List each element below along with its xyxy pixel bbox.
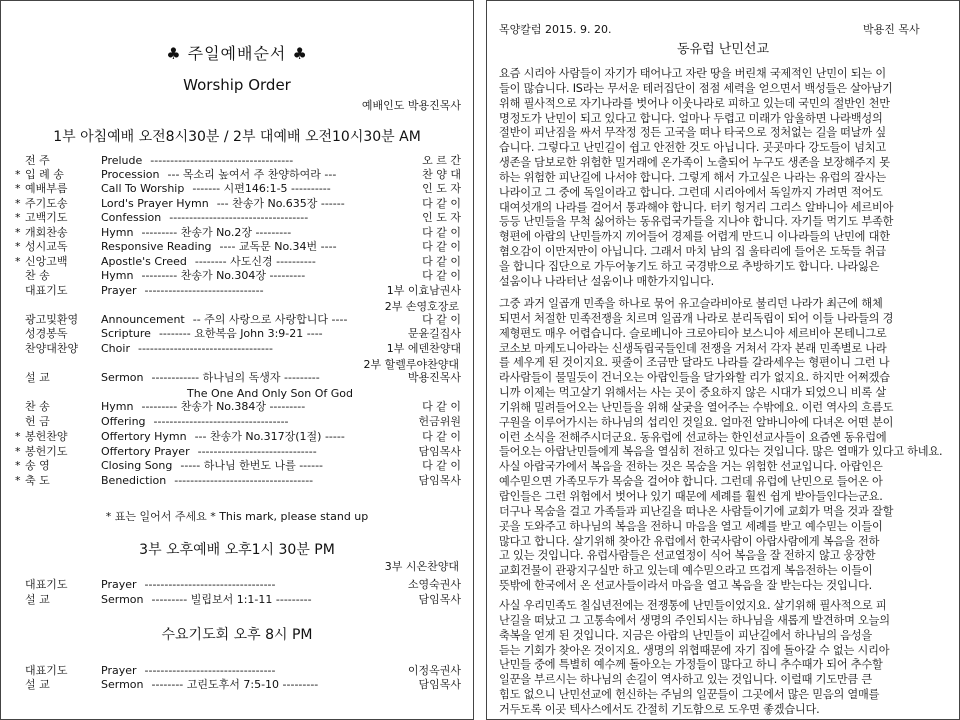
- order-row: [1, 269, 474, 283]
- order-korean-label: 성시교독: [25, 240, 68, 253]
- column-paragraph: [499, 67, 947, 290]
- order-leader: 다 같 이: [422, 459, 461, 472]
- order-korean-label: 대표기도: [25, 578, 68, 591]
- order-korean-label: 전 주: [25, 154, 50, 167]
- order-detail: ---------------------------------: [144, 664, 276, 677]
- order-row: [1, 197, 474, 211]
- paragraph-line: 난길을 떠났고 그 고통속에서 생명의 주인되시는 하나님을 새롭게 발견하며 오늘의: [499, 613, 890, 627]
- page-gutter: [474, 0, 486, 720]
- order-korean-label: 대표기도: [25, 284, 68, 297]
- order-detail: --- 찬송가 No.635장 ------: [216, 197, 345, 210]
- order-detail: --------- 찬송가 No.2장 ---------: [141, 226, 292, 239]
- order-detail: --------- 빌립보서 1:1-11 ---------: [151, 593, 312, 606]
- order-row: [1, 211, 474, 225]
- paragraph-line: 거두도록 이곳 텍사스에서도 간절히 기도함으로 도우면 좋겠습니다.: [499, 702, 820, 716]
- order-detail: --------- 찬송가 No.384장 ---------: [141, 400, 306, 413]
- choir-2nd-service: 2부 할렐루야찬양대: [363, 358, 459, 371]
- order-english-label: Sermon: [101, 593, 144, 606]
- order-row: [1, 445, 474, 459]
- order-detail: -------- 사도신경 ----------: [194, 255, 316, 268]
- order-leader: 헌금위원: [418, 415, 461, 428]
- order-korean-label: 개회찬송: [25, 226, 68, 239]
- paragraph-line: 랍인들은 그런 위험에서 벗어나 있기 때문에 세례를 훨씬 쉽게 받아들인다는군요.: [499, 489, 883, 503]
- order-row: [1, 226, 474, 240]
- order-detail: -- 주의 사랑으로 사랑합니다 ----: [192, 313, 348, 326]
- order-leader: 다 같 이: [422, 269, 461, 282]
- worship-order-page: [0, 0, 474, 720]
- paragraph-line: 구원을 이루어가시는 하나님의 섭리인 것일요. 얼마전 알바니아에 다녀온 어떤 분이: [499, 415, 894, 429]
- paragraph-line: 나라이고 그 중에 독일이라고 합니다. 그런데 시리아에서 독일까지 가려면 적어도: [499, 185, 883, 199]
- service3-title: 3부 오후예배 오후1시 30분 PM: [139, 542, 335, 558]
- order-detail: --- 목소리 높여서 주 찬양하여라 ---: [167, 168, 337, 181]
- paragraph-line: 교회건물이 관광지구실만 하고 있는데 예수믿으라고 뜨겁게 복음전하는 이들이: [499, 564, 873, 578]
- order-korean-label: 헌 금: [25, 415, 50, 428]
- paragraph-line: 사실 우리민족도 칠십년전에는 전쟁통에 난민들이었지요. 살기위해 필사적으로 피: [499, 599, 887, 612]
- order-detail: -------- 요한복음 John 3:9-21 ----: [158, 327, 323, 340]
- order-korean-label: 고백기도: [25, 211, 68, 224]
- paragraph-line: 형편에 아랍의 난민들까지 끼어들어 경제를 어렵게 만드니 이나라들의 난민에 대한: [499, 230, 890, 244]
- order-leader: 인 도 자: [422, 211, 461, 224]
- paragraph-line: 예수믿으면 가족모두가 목숨을 걸어야 합니다. 그런데 유럽에 난민으로 들어온 아: [499, 475, 883, 489]
- order-star: *: [15, 255, 21, 268]
- paragraph-line: 혐오감이 이만저만이 아닙니다. 그래서 마치 남의 집 울타리에 들어온 도둑들 취급: [499, 245, 886, 259]
- pastor-column-page: [486, 0, 960, 720]
- wednesday-row: [1, 664, 474, 678]
- order-english-label: Procession: [101, 168, 160, 181]
- order-korean-label: 설 교: [25, 593, 50, 606]
- order-detail: ------------------------------: [144, 284, 264, 297]
- prayer-2nd-service: 2부 손영호장로: [384, 300, 459, 313]
- order-korean-label: 봉헌찬양: [25, 430, 68, 443]
- order-detail: --------- 찬송가 No.304장 ---------: [141, 269, 306, 282]
- order-korean-label: 광고및환영: [25, 313, 79, 326]
- order-leader: 다 같 이: [422, 313, 461, 326]
- page-subtitle: Worship Order: [183, 76, 291, 94]
- order-korean-label: 예배부름: [25, 182, 68, 195]
- order-english-label: Offering: [101, 415, 146, 428]
- order-korean-label: 찬 송: [25, 269, 50, 282]
- paragraph-line: 위해 필사적으로 자기나라를 벗어나 이웃나라로 피하고 있는데 국민의 절반인 천만: [499, 96, 890, 110]
- paragraph-line: 곳을 도와주고 하나님의 복음을 전하니 마음을 열고 세례를 받고 예수믿는 이들이: [499, 519, 883, 533]
- column-paragraph: [499, 599, 947, 718]
- paragraph-line: 라사람들이 물밀듯이 건너오는 아랍인들을 달가와할 리가 없지요. 하지만 어쩌겠습: [499, 371, 890, 385]
- order-korean-label: 찬 송: [25, 400, 50, 413]
- order-leader: 담임목사: [418, 445, 461, 458]
- order-leader: 다 같 이: [422, 197, 461, 210]
- order-star: *: [15, 459, 21, 472]
- order-row: [1, 459, 474, 473]
- order-korean-label: 찬양대찬양: [25, 342, 79, 355]
- order-detail: ----------------------------------: [153, 415, 289, 428]
- order-english-label: Prayer: [101, 664, 137, 677]
- order-english-label: Benediction: [101, 474, 167, 487]
- order-english-label: Offertory Hymn: [101, 430, 187, 443]
- order-leader: 박용진목사: [407, 371, 461, 384]
- order-english-label: Prayer: [101, 578, 137, 591]
- choir-3rd-service: 3부 시온찬양대: [384, 560, 459, 573]
- paragraph-line: 되면서 처절한 민족전쟁을 치르며 일곱개 나라로 분리독립이 되어 이들 나라들의 경: [499, 311, 894, 325]
- order-leader: 다 같 이: [422, 400, 461, 413]
- order-english-label: Hymn: [101, 400, 134, 413]
- order-korean-label: 송 영: [25, 459, 50, 472]
- order-row: [1, 474, 474, 488]
- order-leader: 다 같 이: [422, 240, 461, 253]
- paragraph-line: 들어오는 아랍난민들에게 복음을 열심히 전하고 있다는 것입니다. 많은 열매가 있다고 하네요.: [499, 445, 943, 459]
- order-row: [1, 430, 474, 444]
- service3-row: [1, 593, 474, 607]
- order-row: [1, 371, 474, 385]
- paragraph-line: 고 있는 것입니다. 유럽사람들은 선교열정이 식어 복음을 잘 전하지 않고 웅장한: [499, 549, 876, 563]
- paragraph-line: 생존을 담보로한 위험한 밀거래에 온가족이 노출되어 누구도 생존을 보장해주지 못: [499, 156, 890, 170]
- order-english-label: Apostle's Creed: [101, 255, 187, 268]
- order-english-label: Choir: [101, 342, 130, 355]
- order-detail: ------------------------------: [197, 445, 317, 458]
- order-english-label: Hymn: [101, 269, 134, 282]
- paragraph-line: 사실 아랍국가에서 복음을 전하는 것은 목숨을 거는 위험한 선교입니다. 아랍인은: [499, 460, 883, 474]
- paragraph-line: 을 합니다 집단으로 가두어놓기도 하고 국경밖으로 추방하기도 합니다. 나라잃은: [499, 259, 880, 273]
- order-star: *: [15, 211, 21, 224]
- order-english-label: Sermon: [101, 371, 144, 384]
- order-english-label: Offertory Prayer: [101, 445, 190, 458]
- paragraph-line: 힘도 없으니 난민선교에 헌신하는 주님의 일꾼들이 그곳에서 많은 믿음의 열매를: [499, 688, 880, 702]
- column-author: 박용진 목사: [863, 23, 920, 36]
- order-english-label: Call To Worship: [101, 182, 185, 195]
- order-detail: ------- 시편146:1-5 ----------: [192, 182, 331, 195]
- order-row: [1, 284, 474, 298]
- paragraph-line: 등등 난민들을 무척 싫어하는 동유럽국가들을 지나야 합니다. 자기들 먹기도 부족한: [499, 215, 894, 229]
- paragraph-line: 설움이나 나라터난 설움이나 매한가지입니다.: [499, 274, 714, 288]
- order-leader: 다 같 이: [422, 255, 461, 268]
- paragraph-line: 대여섯개의 나라를 걸어서 통과해야 합니다. 터키 헝거리 그리스 알바니아 세르비아: [499, 200, 894, 214]
- order-star: *: [15, 182, 21, 195]
- paragraph-line: 습니다. 그렇다고 난민길이 쉽고 안전한 것도 아닙니다. 곳곳마다 강도들이 넘치고: [499, 141, 886, 155]
- order-row: [1, 400, 474, 414]
- order-english-label: Announcement: [101, 313, 185, 326]
- order-star: *: [15, 168, 21, 181]
- order-leader: 다 같 이: [422, 430, 461, 443]
- paragraph-line: 명정도가 난민이 되고 있다고 합니다. 얼마나 두렵고 미래가 암울하면 나라백성의: [499, 111, 883, 125]
- paragraph-line: 기위해 밀려들어오는 난민들을 위해 살궂을 열어주는 수밖에요. 이런 역사의 흐름도: [499, 400, 894, 414]
- order-star: *: [15, 226, 21, 239]
- paragraph-line: 듣는 기회가 찾아온 것이지요. 생명의 위협때문에 자기 집에 돌아갈 수 없는 시리아: [499, 643, 890, 657]
- order-detail: ----- 하나님 한번도 나를 ------: [180, 459, 324, 472]
- order-row: [1, 342, 474, 356]
- leader-signature: 예배인도 박용진목사: [361, 99, 461, 112]
- service1-title: 1부 아침예배 오전8시30분 / 2부 대예배 오전10시30분 AM: [53, 129, 421, 145]
- order-leader: 찬 양 대: [422, 168, 461, 181]
- paragraph-line: 일꾼을 부르시는 하나님의 손길이 역사하고 있는 것입니다. 이럴때 기도만큼 큰: [499, 673, 872, 687]
- order-leader: 담임목사: [418, 678, 461, 691]
- order-korean-label: 주기도송: [25, 197, 68, 210]
- paragraph-line: 난민들 중에 특별히 예수께 돌아오는 가정들이 많다고 하니 추수때가 되어 추수할: [499, 658, 883, 672]
- paragraph-line: 축복을 얻게 된 것입니다. 지금은 아랍의 난민들이 피난길에서 하나님의 음성을: [499, 628, 872, 642]
- order-english-label: Lord's Prayer Hymn: [101, 197, 209, 210]
- standing-note: * 표는 일어서 주세요 * This mark, please stand up: [105, 510, 369, 523]
- column-title: 동유럽 난민선교: [676, 42, 770, 57]
- page-title: ♣ 주일예배순서 ♣: [166, 44, 308, 63]
- paragraph-line: 절반이 피난짐을 싸서 무작정 정든 고국을 떠나 타국으로 정처없는 길을 떠날까 싶: [499, 126, 886, 140]
- sermon-english-title: The One And Only Son Of God: [187, 387, 353, 400]
- order-detail: ------------ 하나님의 독생자 ---------: [151, 371, 320, 384]
- paragraph-line: 많다고 합니다. 살기위해 찾아간 유럽에서 한국사람이 아랍사람에게 복음을 전하: [499, 534, 880, 548]
- paragraph-line: 그중 과거 일곱개 민족을 하나로 묶어 유고슬라비아로 불리던 나라가 최근에 해체: [499, 297, 883, 310]
- order-english-label: Confession: [101, 211, 162, 224]
- paragraph-line: 요즘 시리아 사람들이 자기가 태어나고 자란 땅을 버린채 국제적인 난민이 되는 이: [499, 67, 886, 80]
- order-leader: 소영숙권사: [407, 578, 461, 591]
- order-korean-label: 성경봉독: [25, 327, 68, 340]
- order-detail: -----------------------------------: [169, 211, 309, 224]
- order-row: [1, 313, 474, 327]
- order-leader: 담임목사: [418, 593, 461, 606]
- order-detail: -------- 고린도후서 7:5-10 ---------: [151, 678, 319, 691]
- order-korean-label: 설 교: [25, 371, 50, 384]
- order-row: [1, 240, 474, 254]
- order-row: [1, 415, 474, 429]
- order-english-label: Hymn: [101, 226, 134, 239]
- order-leader: 문윤길집사: [407, 327, 461, 340]
- order-korean-label: 신앙고백: [25, 255, 68, 268]
- order-english-label: Sermon: [101, 678, 144, 691]
- order-star: *: [15, 240, 21, 253]
- column-paragraph: [499, 297, 947, 594]
- order-korean-label: 축 도: [25, 474, 50, 487]
- paragraph-line: 이런 소식을 전해주시더군요. 동유럽에 선교하는 한인선교사들이 요즘엔 동유럽에: [499, 430, 887, 444]
- order-english-label: Prayer: [101, 284, 137, 297]
- paragraph-line: 를 세우게 된 것이지요. 핏줄이 조금만 달라도 나라를 갈라세우는 형편이니 그런 나: [499, 356, 890, 370]
- order-row: [1, 154, 474, 168]
- order-row: [1, 168, 474, 182]
- paragraph-line: 하는 위험한 피난길에 나서야 합니다. 그렇게 해서 가고싶은 나라는 유럽의 잘사는: [499, 170, 886, 184]
- order-english-label: Prelude: [101, 154, 143, 167]
- order-korean-label: 입 례 송: [25, 168, 64, 181]
- order-row: [1, 327, 474, 341]
- order-row: [1, 255, 474, 269]
- order-detail: -----------------------------------: [174, 474, 314, 487]
- order-korean-label: 봉헌기도: [25, 445, 68, 458]
- wednesday-title: 수요기도회 오후 8시 PM: [161, 627, 313, 643]
- service3-row: [1, 578, 474, 592]
- order-leader: 1부 에덴찬양대: [386, 342, 461, 355]
- wednesday-row: [1, 678, 474, 692]
- column-label: 목양칼럼 2015. 9. 20.: [499, 23, 612, 36]
- paragraph-line: 뜻밖에 한국에서 온 선교사들이라서 마음을 열고 복음을 잘 받는다는 것입니다.: [499, 579, 872, 593]
- paragraph-line: 더구나 목숨을 걸고 가족들과 피난길을 떠나온 사람들이기에 교회가 먹을 것과 잘할: [499, 504, 894, 518]
- order-star: *: [15, 474, 21, 487]
- paragraph-line: 코소보 마케도니아라는 신생독립국들인데 전쟁을 거쳐서 각자 본래 민족별로 나라: [499, 341, 887, 355]
- order-leader: 이정옥권사: [407, 664, 461, 677]
- order-star: *: [15, 445, 21, 458]
- order-detail: ---------------------------------: [144, 578, 276, 591]
- order-row: [1, 182, 474, 196]
- order-leader: 인 도 자: [422, 182, 461, 195]
- order-leader: 다 같 이: [422, 226, 461, 239]
- order-detail: --- 찬송가 No.317장(1절) -----: [194, 430, 345, 443]
- paragraph-line: 니까 이제는 먹고살기 위해서는 사는 곳이 중요하지 않은 시대가 되었으니 비록 살: [499, 386, 886, 400]
- order-leader: 1부 이효남권사: [386, 284, 461, 297]
- order-english-label: Responsive Reading: [101, 240, 212, 253]
- order-detail: ---- 교독문 No.34번 ----: [219, 240, 337, 253]
- order-star: *: [15, 197, 21, 210]
- order-detail: ------------------------------------: [150, 154, 294, 167]
- paragraph-line: 들이 많습니다. IS라는 무서운 테러집단이 점점 세력을 얻으면서 백성들은 살아남기: [499, 81, 893, 95]
- order-korean-label: 설 교: [25, 678, 50, 691]
- order-english-label: Scripture: [101, 327, 151, 340]
- order-detail: ----------------------------------: [137, 342, 273, 355]
- order-leader: 담임목사: [418, 474, 461, 487]
- order-korean-label: 대표기도: [25, 664, 68, 677]
- order-star: *: [15, 430, 21, 443]
- order-leader: 오 르 간: [422, 154, 461, 167]
- paragraph-line: 제형편도 매우 어렵습니다. 슬로베니아 크로아티아 보스니아 세르비아 몬테니그로: [499, 326, 887, 340]
- order-english-label: Closing Song: [101, 459, 173, 472]
